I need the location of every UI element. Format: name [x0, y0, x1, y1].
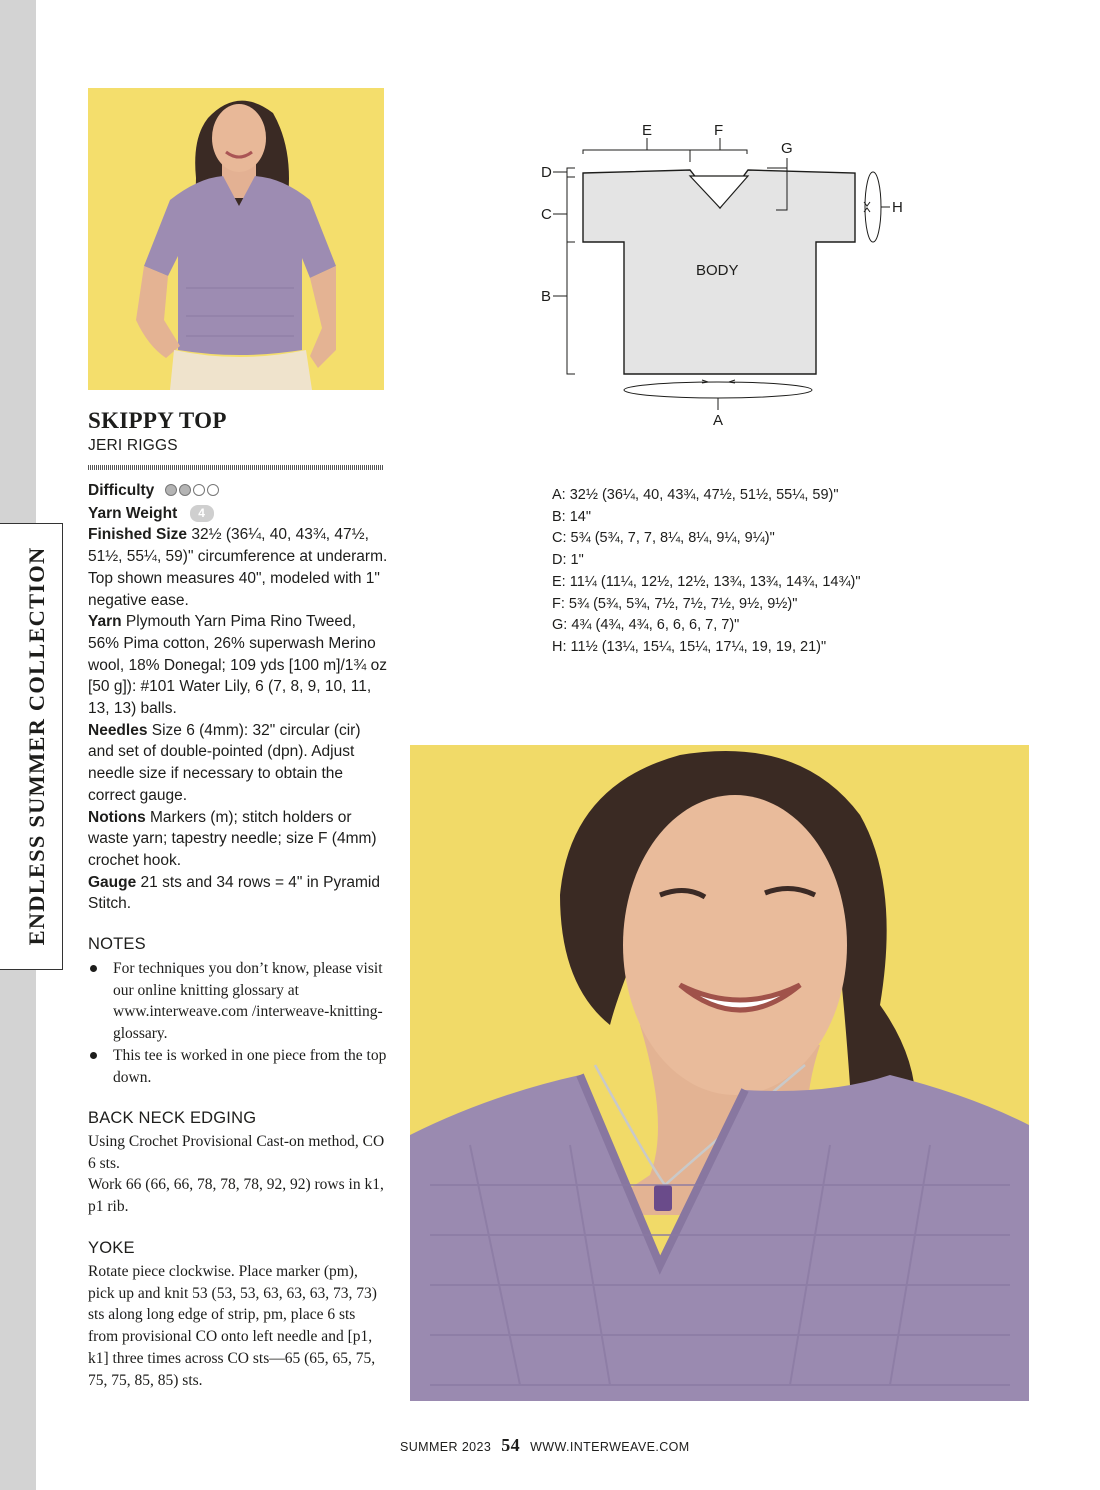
finished-size-text: 32½ (36¼, 40, 43¾, 47½, 51½, 55¼, 59)" circumference at underarm. Top shown measures 40", modeled with 1" negative ease.	[88, 526, 388, 609]
list-item	[552, 615, 861, 637]
pattern-specs	[88, 480, 388, 915]
difficulty-dot-empty	[207, 484, 219, 496]
yarn-weight-row	[88, 503, 388, 525]
notions-row	[88, 807, 388, 872]
difficulty-dot-empty	[193, 484, 205, 496]
list-item	[552, 572, 861, 594]
schematic-label-f: F	[714, 122, 724, 139]
yarn-row	[88, 611, 388, 720]
gauge-label: Gauge	[88, 873, 137, 891]
list-item: This tee is worked in one piece from the top down.	[88, 1045, 388, 1088]
list-item	[552, 550, 861, 572]
schematic-label-h: H	[892, 199, 903, 216]
section-tab-label: ENDLESS SUMMER COLLECTION	[24, 546, 49, 946]
yarn-text: Plymouth Yarn Pima Rino Tweed, 56% Pima cotton, 26% superwash Merino wool, 18% Donegal; 109 yds [100 m]/1¾ oz [50 g]): #101 Water Lily, 6 (7, 8, 9, 10, 11, 13, 13) balls.	[88, 613, 387, 718]
schematic-label-b: B	[541, 288, 552, 305]
needles-text: Size 6 (4mm): 32" circular (cir) and set of double-pointed (dpn). Adjust needle size if necessary to obtain the correct gauge.	[88, 721, 361, 804]
measure-value: 4¾ (4¾, 4¾, 6, 6, 6, 7, 7)"	[567, 617, 740, 634]
measurements-list	[552, 485, 861, 659]
gauge-text: 21 sts and 34 rows = 4" in Pyramid Stitch.	[88, 873, 380, 913]
model-closeup-photo	[410, 745, 1029, 1401]
back-neck-text	[88, 1131, 388, 1218]
yoke-heading: YOKE	[88, 1239, 135, 1257]
measure-value: 14"	[565, 508, 592, 525]
measure-value: 5¾ (5¾, 7, 7, 8¼, 8¼, 9¼, 9¼)"	[566, 530, 775, 547]
list-item: For techniques you don’t know, please visit our online knitting glossary at www.interweave.com /interweave-knitting-glossary.	[88, 958, 388, 1045]
designer-name: JERI RIGGS	[88, 437, 178, 454]
yarn-label: Yarn	[88, 613, 122, 631]
yoke-paragraph: Rotate piece clockwise. Place marker (pm), pick up and knit 53 (53, 53, 63, 63, 63, 73, 73) sts along long edge of strip, pm, place 6 sts from provisional CO onto left needle and [p1, k1] three times across CO sts—65 (65, 65, 75, 75, 75, 85, 85) sts.	[88, 1263, 377, 1389]
page-number: 54	[501, 1435, 521, 1455]
yarn-weight-label: Yarn Weight	[88, 504, 178, 522]
difficulty-row	[88, 480, 388, 503]
yarn-weight-icon: 4	[190, 505, 214, 522]
measure-key: D:	[552, 552, 567, 569]
model-full-photo	[88, 88, 384, 390]
schematic-label-d: D	[541, 164, 552, 181]
needles-row	[88, 720, 388, 807]
finished-size-row	[88, 524, 388, 611]
measure-value: 32½ (36¼, 40, 43¾, 47½, 51½, 55¼, 59)"	[565, 487, 839, 503]
gauge-row	[88, 872, 388, 915]
measure-value: 1"	[566, 552, 584, 569]
measure-key: C:	[552, 530, 567, 547]
schematic-label-e: E	[642, 122, 653, 139]
notions-text: Markers (m); stitch holders or waste yarn; tapestry needle; size F (4mm) crochet hook.	[88, 808, 377, 869]
notes-heading: NOTES	[88, 935, 146, 953]
back-neck-line-2: Work 66 (66, 66, 78, 78, 78, 92, 92) rows in k1, p1 rib.	[88, 1176, 384, 1216]
schematic-body-label: BODY	[696, 262, 739, 279]
back-neck-line-1: Using Crochet Provisional Cast-on method, CO 6 sts.	[88, 1133, 385, 1172]
website-link[interactable]: WWW.INTERWEAVE.COM	[530, 1440, 690, 1454]
finished-size-label: Finished Size	[88, 526, 188, 544]
list-item	[552, 485, 861, 507]
back-neck-heading: BACK NECK EDGING	[88, 1109, 257, 1127]
pattern-title: SKIPPY TOP	[88, 408, 227, 433]
measure-key: F:	[552, 595, 565, 612]
issue-label: SUMMER 2023	[400, 1440, 492, 1454]
measure-key: G:	[552, 617, 568, 634]
notes-list	[88, 958, 388, 1088]
page-footer	[400, 1435, 690, 1456]
difficulty-dot-filled	[179, 484, 191, 496]
list-item	[552, 528, 861, 550]
schematic-label-g: G	[781, 140, 793, 157]
measure-key: A:	[552, 487, 566, 503]
list-item	[552, 507, 861, 529]
schematic-label-c: C	[541, 206, 552, 223]
difficulty-label: Difficulty	[88, 482, 155, 499]
difficulty-dot-filled	[165, 484, 177, 496]
yoke-text	[88, 1261, 388, 1391]
measure-value: 11½ (13¼, 15¼, 15¼, 17¼, 19, 19, 21)"	[566, 638, 827, 655]
notions-label: Notions	[88, 808, 146, 826]
difficulty-rating	[165, 481, 221, 503]
divider	[88, 465, 384, 470]
sweater-schematic	[530, 118, 910, 438]
needles-label: Needles	[88, 721, 148, 739]
schematic-label-a: A	[713, 412, 724, 429]
measure-value: 5¾ (5¾, 5¾, 7½, 7½, 7½, 9½, 9½)"	[564, 595, 798, 612]
list-item	[552, 594, 861, 616]
measure-key: H:	[552, 638, 567, 655]
measure-key: B:	[552, 508, 566, 525]
list-item	[552, 637, 861, 659]
measure-value: 11¼ (11¼, 12½, 12½, 13¾, 13¾, 14¾, 14¾)"	[565, 573, 861, 590]
measure-key: E:	[552, 573, 566, 590]
